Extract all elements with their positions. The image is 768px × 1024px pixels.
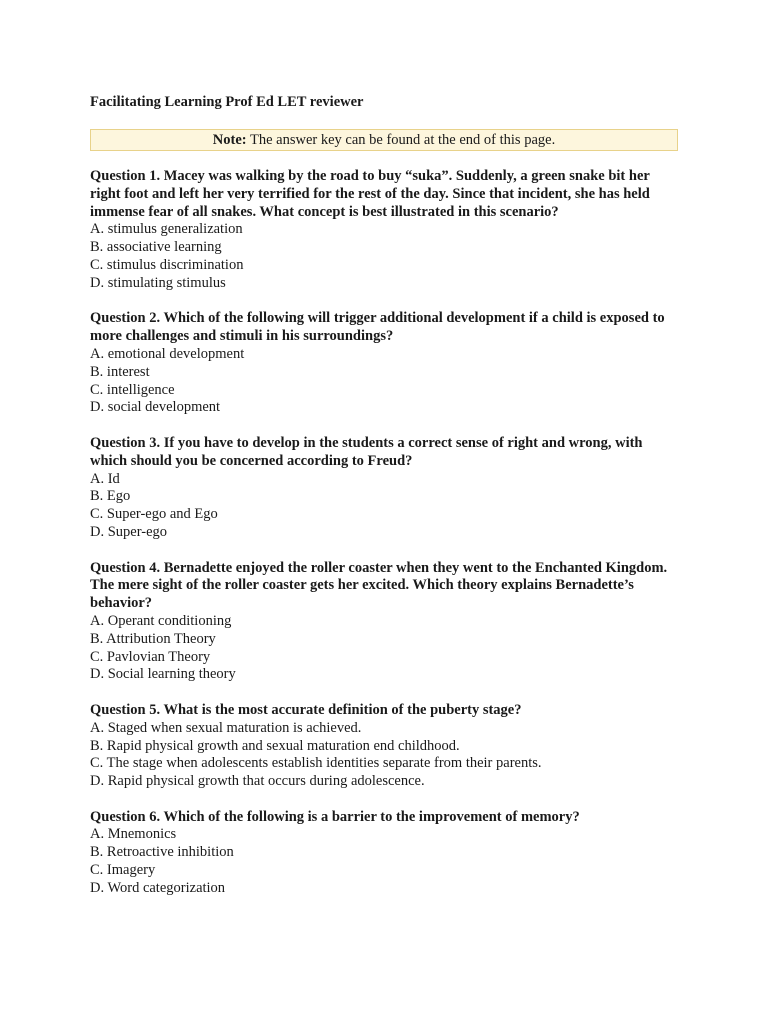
option-b: B. Attribution Theory bbox=[90, 630, 216, 647]
question-4 bbox=[90, 560, 680, 685]
question-text: Question 5. What is the most accurate definition of the puberty stage? bbox=[90, 701, 522, 718]
option-list bbox=[90, 720, 680, 791]
option-b: B. interest bbox=[90, 363, 150, 380]
option-list bbox=[90, 613, 680, 684]
option-d: D. Super-ego bbox=[90, 523, 168, 540]
option-d: D. Rapid physical growth that occurs during adolescence. bbox=[90, 773, 425, 790]
option-d: D. Word categorization bbox=[90, 879, 226, 896]
question-text: Question 3. If you have to develop in the students a correct sense of right and wrong, with which should you be concerned according to Freud? bbox=[90, 434, 643, 469]
option-a: A. Id bbox=[90, 470, 120, 487]
option-a: A. Mnemonics bbox=[90, 826, 177, 843]
option-b: B. associative learning bbox=[90, 239, 222, 256]
option-a: A. stimulus generalization bbox=[90, 221, 243, 238]
option-b: B. Rapid physical growth and sexual maturation end childhood. bbox=[90, 737, 460, 754]
question-6 bbox=[90, 809, 680, 898]
option-b: B. Ego bbox=[90, 488, 131, 505]
option-d: D. stimulating stimulus bbox=[90, 274, 226, 291]
question-3 bbox=[90, 435, 680, 542]
option-c: C. Pavlovian Theory bbox=[90, 648, 211, 665]
option-a: A. Operant conditioning bbox=[90, 612, 232, 629]
option-c: C. Super-ego and Ego bbox=[90, 506, 218, 523]
option-list bbox=[90, 346, 680, 417]
option-c: C. stimulus discrimination bbox=[90, 256, 244, 273]
question-1 bbox=[90, 168, 680, 293]
note-box bbox=[90, 129, 678, 151]
option-d: D. social development bbox=[90, 399, 221, 416]
option-c: C. Imagery bbox=[90, 862, 156, 879]
option-list bbox=[90, 471, 680, 542]
option-a: A. emotional development bbox=[90, 345, 245, 362]
note-text: The answer key can be found at the end of this page. bbox=[250, 132, 556, 148]
option-list bbox=[90, 826, 680, 897]
note-label: Note: bbox=[212, 132, 247, 148]
document-title: Facilitating Learning Prof Ed LET reviewer bbox=[90, 94, 364, 110]
question-list bbox=[90, 168, 680, 898]
option-a: A. Staged when sexual maturation is achieved. bbox=[90, 719, 362, 736]
question-5 bbox=[90, 702, 680, 791]
option-list bbox=[90, 221, 680, 292]
question-text: Question 2. Which of the following will trigger additional development if a child is exposed to more challenges and stimuli in his surroundings? bbox=[90, 310, 665, 345]
option-b: B. Retroactive inhibition bbox=[90, 844, 234, 861]
option-c: C. The stage when adolescents establish identities separate from their parents. bbox=[90, 755, 542, 772]
question-text: Question 1. Macey was walking by the road to buy “suka”. Suddenly, a green snake bit her right foot and left her very terrified for the rest of the day. Since that incident, she has held immense fear of all snakes. What concept is best illustrated in this scenario? bbox=[90, 168, 650, 220]
option-d: D. Social learning theory bbox=[90, 666, 236, 683]
question-text: Question 6. Which of the following is a barrier to the improvement of memory? bbox=[90, 808, 580, 825]
question-2 bbox=[90, 310, 680, 417]
question-text: Question 4. Bernadette enjoyed the roller coaster when they went to the Enchanted Kingdom. The mere sight of the roller coaster gets her excited. Which theory explains Bernadette’s behavior? bbox=[90, 559, 668, 612]
option-c: C. intelligence bbox=[90, 381, 175, 398]
